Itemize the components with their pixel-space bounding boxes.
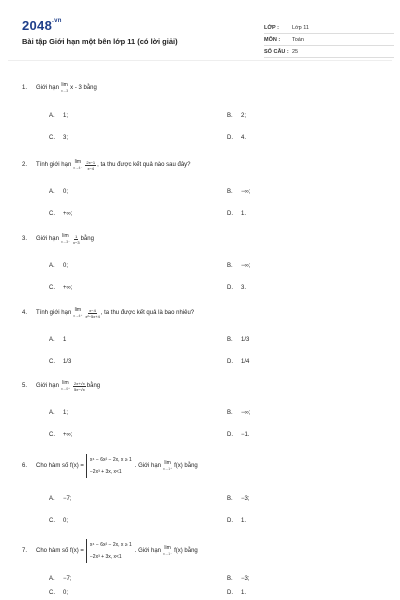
numerator: 2x−1 xyxy=(86,159,96,165)
meta-row-class xyxy=(264,22,394,34)
option-a[interactable] xyxy=(49,410,68,416)
limit-expression xyxy=(73,159,82,171)
question-number: 5. xyxy=(22,383,28,389)
option-letter: B. xyxy=(227,189,233,195)
option-b[interactable] xyxy=(227,113,246,119)
expression: x - 3 xyxy=(70,85,82,91)
option-a[interactable] xyxy=(49,189,68,195)
option-value: 0; xyxy=(63,263,69,269)
case-2: −2x³ + 3x, x<1 xyxy=(89,469,122,475)
option-c[interactable] xyxy=(49,211,72,217)
question-text-end: bằng xyxy=(86,383,101,389)
meta-row-subject xyxy=(264,34,394,46)
meta-value: 25 xyxy=(292,48,299,55)
question-number: 1. xyxy=(22,85,28,91)
option-value: 1. xyxy=(241,590,247,596)
option-letter: B. xyxy=(227,576,233,582)
meta-label: LỚP : xyxy=(264,24,279,31)
document-title: Bài tập Giới hạn một bên lớp 11 (có lời giải) xyxy=(22,37,178,46)
question-stem xyxy=(22,454,392,478)
option-c[interactable] xyxy=(49,518,68,524)
option-value: +∞; xyxy=(63,432,73,438)
denominator: x−4 xyxy=(87,165,95,171)
option-letter: C. xyxy=(49,135,55,141)
question-stem xyxy=(22,233,392,245)
option-letter: C. xyxy=(49,432,55,438)
option-letter: A. xyxy=(49,410,55,416)
lim-subscript: x→4⁻ xyxy=(73,166,83,170)
option-letter: D. xyxy=(227,590,233,596)
option-a[interactable] xyxy=(49,113,68,119)
function-name: f(x) = xyxy=(70,463,84,469)
lim-text: lim xyxy=(61,82,68,88)
lim-subscript: x→1⁻ xyxy=(163,552,173,556)
option-letter: B. xyxy=(227,263,233,269)
option-b[interactable] xyxy=(227,576,250,582)
option-value: −7; xyxy=(63,496,72,502)
question-stem xyxy=(22,539,392,563)
meta-info xyxy=(264,22,394,58)
lim-text: lim xyxy=(74,307,82,313)
option-value: 2; xyxy=(241,113,247,119)
lim-subscript: x→0⁺ xyxy=(60,387,70,391)
question-stem xyxy=(22,159,392,171)
question-2 xyxy=(22,159,392,171)
option-a[interactable] xyxy=(49,576,72,582)
question-text-end: bằng xyxy=(80,236,94,242)
question-text: Giới hạn xyxy=(36,85,59,91)
option-value: 0; xyxy=(63,590,69,596)
numerator: x−4 xyxy=(89,307,96,313)
lim-subscript: x→3⁻ xyxy=(60,240,70,244)
meta-row-count xyxy=(264,46,394,58)
option-value: −∞; xyxy=(241,189,251,195)
option-value: 1 xyxy=(63,337,67,343)
option-letter: D. xyxy=(227,211,233,217)
option-letter: B. xyxy=(227,337,233,343)
option-letter: A. xyxy=(49,113,55,119)
lim-text: lim xyxy=(164,460,171,466)
option-c[interactable] xyxy=(49,359,71,365)
option-letter: C. xyxy=(49,285,55,291)
fraction xyxy=(73,234,80,245)
lim-subscript: x→4⁺ xyxy=(73,314,83,318)
option-letter: C. xyxy=(49,518,55,524)
question-text-end: , ta thu được kết quả nào sau đây? xyxy=(97,162,191,168)
option-value: 3; xyxy=(63,135,69,141)
question-text: Cho hàm số xyxy=(36,463,69,469)
piecewise-cases xyxy=(86,539,132,563)
option-letter: A. xyxy=(49,576,55,582)
fraction xyxy=(85,308,99,319)
numerator: 2x+√x xyxy=(74,380,85,386)
question-text-mid: . Giới hạn xyxy=(134,463,162,469)
option-letter: B. xyxy=(227,113,233,119)
question-text-end: bằng xyxy=(83,85,97,91)
option-letter: B. xyxy=(227,496,233,502)
lim-subscript: x→3 xyxy=(60,89,69,93)
option-value: 3. xyxy=(241,285,247,291)
lim-text: lim xyxy=(62,233,69,239)
option-a[interactable] xyxy=(49,337,66,343)
question-text: Giới hạn xyxy=(36,236,59,242)
option-letter: C. xyxy=(49,211,55,217)
question-text-end: , ta thu được kết quả là bao nhiêu? xyxy=(100,310,195,316)
lim-text: lim xyxy=(62,380,69,386)
question-text-end: f(x) bằng xyxy=(174,463,198,469)
lim-subscript: x→1⁺ xyxy=(163,467,173,471)
option-value: −3; xyxy=(241,496,250,502)
option-d[interactable] xyxy=(227,518,246,524)
question-text: Tính giới hạn xyxy=(36,310,72,316)
question-text: Tính giới hạn xyxy=(36,162,72,168)
fraction xyxy=(73,381,86,392)
option-value: 1; xyxy=(63,113,69,119)
option-a[interactable] xyxy=(49,263,68,269)
document-page xyxy=(8,8,392,600)
question-number: 4. xyxy=(22,310,28,316)
option-letter: D. xyxy=(227,518,233,524)
option-b[interactable] xyxy=(227,410,250,416)
meta-value: Toán xyxy=(292,36,304,43)
option-value: 1; xyxy=(63,410,69,416)
limit-expression xyxy=(163,545,172,557)
option-letter: A. xyxy=(49,263,55,269)
piecewise-cases xyxy=(86,454,132,478)
lim-text: lim xyxy=(164,545,171,551)
option-value: −1. xyxy=(241,432,250,438)
lim-text: lim xyxy=(74,159,82,165)
question-number: 2. xyxy=(22,162,28,168)
denominator: x²−5x+4 xyxy=(85,313,100,319)
case-1: x⁴ − 6x² − 2x, x ≥ 1 xyxy=(89,542,132,548)
option-letter: A. xyxy=(49,189,55,195)
question-1 xyxy=(22,82,392,94)
header-divider xyxy=(8,60,392,61)
case-2: −2x³ + 3x, x<1 xyxy=(89,554,122,560)
option-value: +∞; xyxy=(63,211,73,217)
option-value: +∞; xyxy=(63,285,73,291)
question-7 xyxy=(22,539,392,563)
option-value: 0; xyxy=(63,518,69,524)
limit-expression xyxy=(163,460,172,472)
question-number: 6. xyxy=(22,463,28,469)
option-value: 1. xyxy=(241,518,247,524)
option-c[interactable] xyxy=(49,135,68,141)
option-a[interactable] xyxy=(49,496,72,502)
option-value: 1. xyxy=(241,211,247,217)
option-b[interactable] xyxy=(227,189,250,195)
logo-suffix: .vn xyxy=(52,18,62,24)
option-letter: A. xyxy=(49,496,55,502)
option-d[interactable] xyxy=(227,590,246,596)
option-letter: D. xyxy=(227,285,233,291)
site-logo[interactable] xyxy=(22,18,62,33)
meta-value: Lớp 11 xyxy=(292,24,309,31)
limit-expression xyxy=(61,380,70,392)
function-name: f(x) = xyxy=(70,548,84,554)
option-letter: D. xyxy=(227,432,233,438)
option-c[interactable] xyxy=(49,590,68,596)
option-d[interactable] xyxy=(227,135,246,141)
option-value: −7; xyxy=(63,576,72,582)
limit-expression xyxy=(61,82,68,94)
option-b[interactable] xyxy=(227,496,250,502)
option-value: −3; xyxy=(241,576,250,582)
option-d[interactable] xyxy=(227,211,246,217)
question-4 xyxy=(22,307,392,319)
option-c[interactable] xyxy=(49,432,72,438)
question-6 xyxy=(22,454,392,478)
question-text: Cho hàm số xyxy=(36,548,69,554)
denominator: x−3 xyxy=(73,239,80,245)
limit-expression xyxy=(73,307,82,319)
question-text: Giới hạn xyxy=(36,383,59,389)
option-value: 4. xyxy=(241,135,247,141)
option-value: 1/3 xyxy=(241,337,250,343)
question-5 xyxy=(22,380,392,392)
question-text-end: f(x) bằng xyxy=(174,548,198,554)
question-number: 3. xyxy=(22,236,28,242)
option-letter: B. xyxy=(227,410,233,416)
case-1: x⁴ − 6x² − 2x, x ≥ 1 xyxy=(89,457,132,463)
meta-label: MÔN : xyxy=(264,36,281,43)
question-text-mid: . Giới hạn xyxy=(134,548,162,554)
option-value: −∞; xyxy=(241,263,251,269)
option-b[interactable] xyxy=(227,337,249,343)
logo-text: 2048 xyxy=(22,18,53,33)
question-3 xyxy=(22,233,392,245)
limit-expression xyxy=(61,233,70,245)
option-d[interactable] xyxy=(227,285,246,291)
option-letter: D. xyxy=(227,135,233,141)
option-c[interactable] xyxy=(49,285,72,291)
question-stem xyxy=(22,82,392,94)
option-value: −∞; xyxy=(241,410,251,416)
option-d[interactable] xyxy=(227,432,250,438)
option-letter: D. xyxy=(227,359,233,365)
fraction xyxy=(85,160,96,171)
option-letter: A. xyxy=(49,337,55,343)
question-stem xyxy=(22,307,392,319)
option-value: 1/3 xyxy=(63,359,72,365)
option-value: 0; xyxy=(63,189,69,195)
option-letter: C. xyxy=(49,359,55,365)
option-d[interactable] xyxy=(227,359,249,365)
numerator: 1 xyxy=(75,233,78,239)
option-b[interactable] xyxy=(227,263,250,269)
question-number: 7. xyxy=(22,548,28,554)
denominator: 5x−√x xyxy=(74,386,85,392)
question-stem xyxy=(22,380,392,392)
option-letter: C. xyxy=(49,590,55,596)
meta-label: SỐ CÂU : xyxy=(264,48,289,55)
option-value: 1/4 xyxy=(241,359,250,365)
